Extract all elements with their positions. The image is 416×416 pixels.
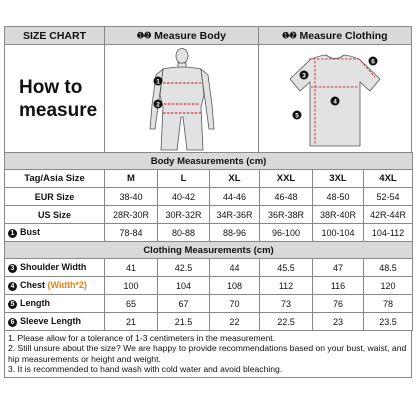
table-cell: 108 [210,277,260,295]
table-cell: 48-50 [313,188,364,206]
body-marker-2: 2 [156,101,160,109]
size-header-cell: 3XL [313,170,364,188]
table-row [5,295,413,313]
size-header-cell: M [105,170,158,188]
cloth-marker-6: 6 [371,58,375,66]
table-cell: 41 [105,259,158,277]
table-cell: 104-112 [364,224,413,242]
table-cell: 42.5 [158,259,210,277]
clothing-figure [259,45,411,152]
table-cell: 80-88 [158,224,210,242]
tshirt-icon [259,45,411,152]
measure-body-label: Measure Body [154,29,226,42]
body-figure [105,45,259,152]
table-cell: 47 [313,259,364,277]
table-row [5,259,413,277]
table-cell: 116 [313,277,364,295]
mannequin-icon [105,45,259,152]
size-header-cell: Tag/Asia Size [5,170,105,188]
marker-icon: 5 [8,300,17,309]
marker-icon: 3 [8,264,17,273]
table-cell: 23 [313,313,364,331]
table-cell: 23.5 [364,313,413,331]
size-chart-title: SIZE CHART [5,27,105,44]
size-header-row [5,170,413,188]
steps-icon: ➊-➋ [282,30,296,40]
size-header-cell: L [158,170,210,188]
body-marker-1: 1 [156,78,160,86]
top-section [4,26,412,152]
note-item: 1. Please allow for a tolerance of 1-3 centimeters in the measurement. [8,333,276,343]
measure-clothing-header [259,27,411,44]
table-cell: 70 [210,295,260,313]
note-item: 2. Still unsure about the size? We are happy to provide recommendations based on your bust, waist, and hip measurements or height and weight. [8,343,407,364]
table-cell: 52-54 [364,188,413,206]
table-cell: 100-104 [313,224,364,242]
cloth-table-title-row [5,242,413,259]
body-measurements-table [4,152,413,331]
size-chart [4,26,412,378]
how-to-line2: measure [19,99,98,121]
row-label: EUR Size [5,188,105,206]
table-cell: 30R-32R [158,206,210,224]
table-cell: 120 [364,277,413,295]
chest-note: (Width*2) [47,280,87,291]
table-cell: 88-96 [210,224,260,242]
table-cell: 73 [260,295,313,313]
top-header [5,27,411,45]
table-row [5,277,413,295]
measure-body-header [105,27,259,44]
steps-icon: ➊-➋ [137,30,151,40]
table-cell: 44 [210,259,260,277]
table-cell: 67 [158,295,210,313]
table-cell: 45.5 [260,259,313,277]
table-cell: 104 [158,277,210,295]
table-cell: 78 [364,295,413,313]
cloth-marker-5: 5 [295,112,299,120]
table-cell: 46-48 [260,188,313,206]
table-row [5,188,413,206]
table-cell: 34R-36R [210,206,260,224]
table-cell: 21.5 [158,313,210,331]
note-item: 3. It is recommended to hand wash with cold water and avoid bleaching. [8,364,283,375]
measure-clothing-label: Measure Clothing [299,29,388,42]
cloth-marker-3: 3 [302,72,306,80]
table-cell: 36R-38R [260,206,313,224]
table-row [5,224,413,242]
marker-icon: 1 [8,229,17,238]
row-label: 4 Chest (Width*2) [5,277,105,295]
how-to-line1: How to [19,76,83,98]
table-cell: 48.5 [364,259,413,277]
table-row [5,313,413,331]
table-cell: 96-100 [260,224,313,242]
top-body [5,45,411,152]
marker-icon: 4 [8,282,17,291]
table-cell: 112 [260,277,313,295]
size-header-cell: XXL [260,170,313,188]
table-cell: 22 [210,313,260,331]
row-label: 1 Bust [5,224,105,242]
table-cell: 28R-30R [105,206,158,224]
how-to-measure [5,45,105,152]
marker-icon: 6 [8,318,17,327]
table-cell: 44-46 [210,188,260,206]
size-header-cell: XL [210,170,260,188]
table-cell: 78-84 [105,224,158,242]
table-cell: 38R-40R [313,206,364,224]
body-table-title: Body Measurements (cm) [5,153,413,170]
size-header-cell: 4XL [364,170,413,188]
notes [4,331,412,378]
cloth-table-title: Clothing Measurements (cm) [5,242,413,259]
body-table-title-row [5,153,413,170]
table-cell: 100 [105,277,158,295]
table-cell: 76 [313,295,364,313]
table-cell: 40-42 [158,188,210,206]
table-cell: 22.5 [260,313,313,331]
cloth-marker-4: 4 [333,98,337,106]
table-row [5,206,413,224]
row-label: 5 Length [5,295,105,313]
row-label: 3 Shoulder Width [5,259,105,277]
table-cell: 65 [105,295,158,313]
table-cell: 21 [105,313,158,331]
row-label: 6 Sleeve Length [5,313,105,331]
table-cell: 42R-44R [364,206,413,224]
row-label: US Size [5,206,105,224]
table-cell: 38-40 [105,188,158,206]
